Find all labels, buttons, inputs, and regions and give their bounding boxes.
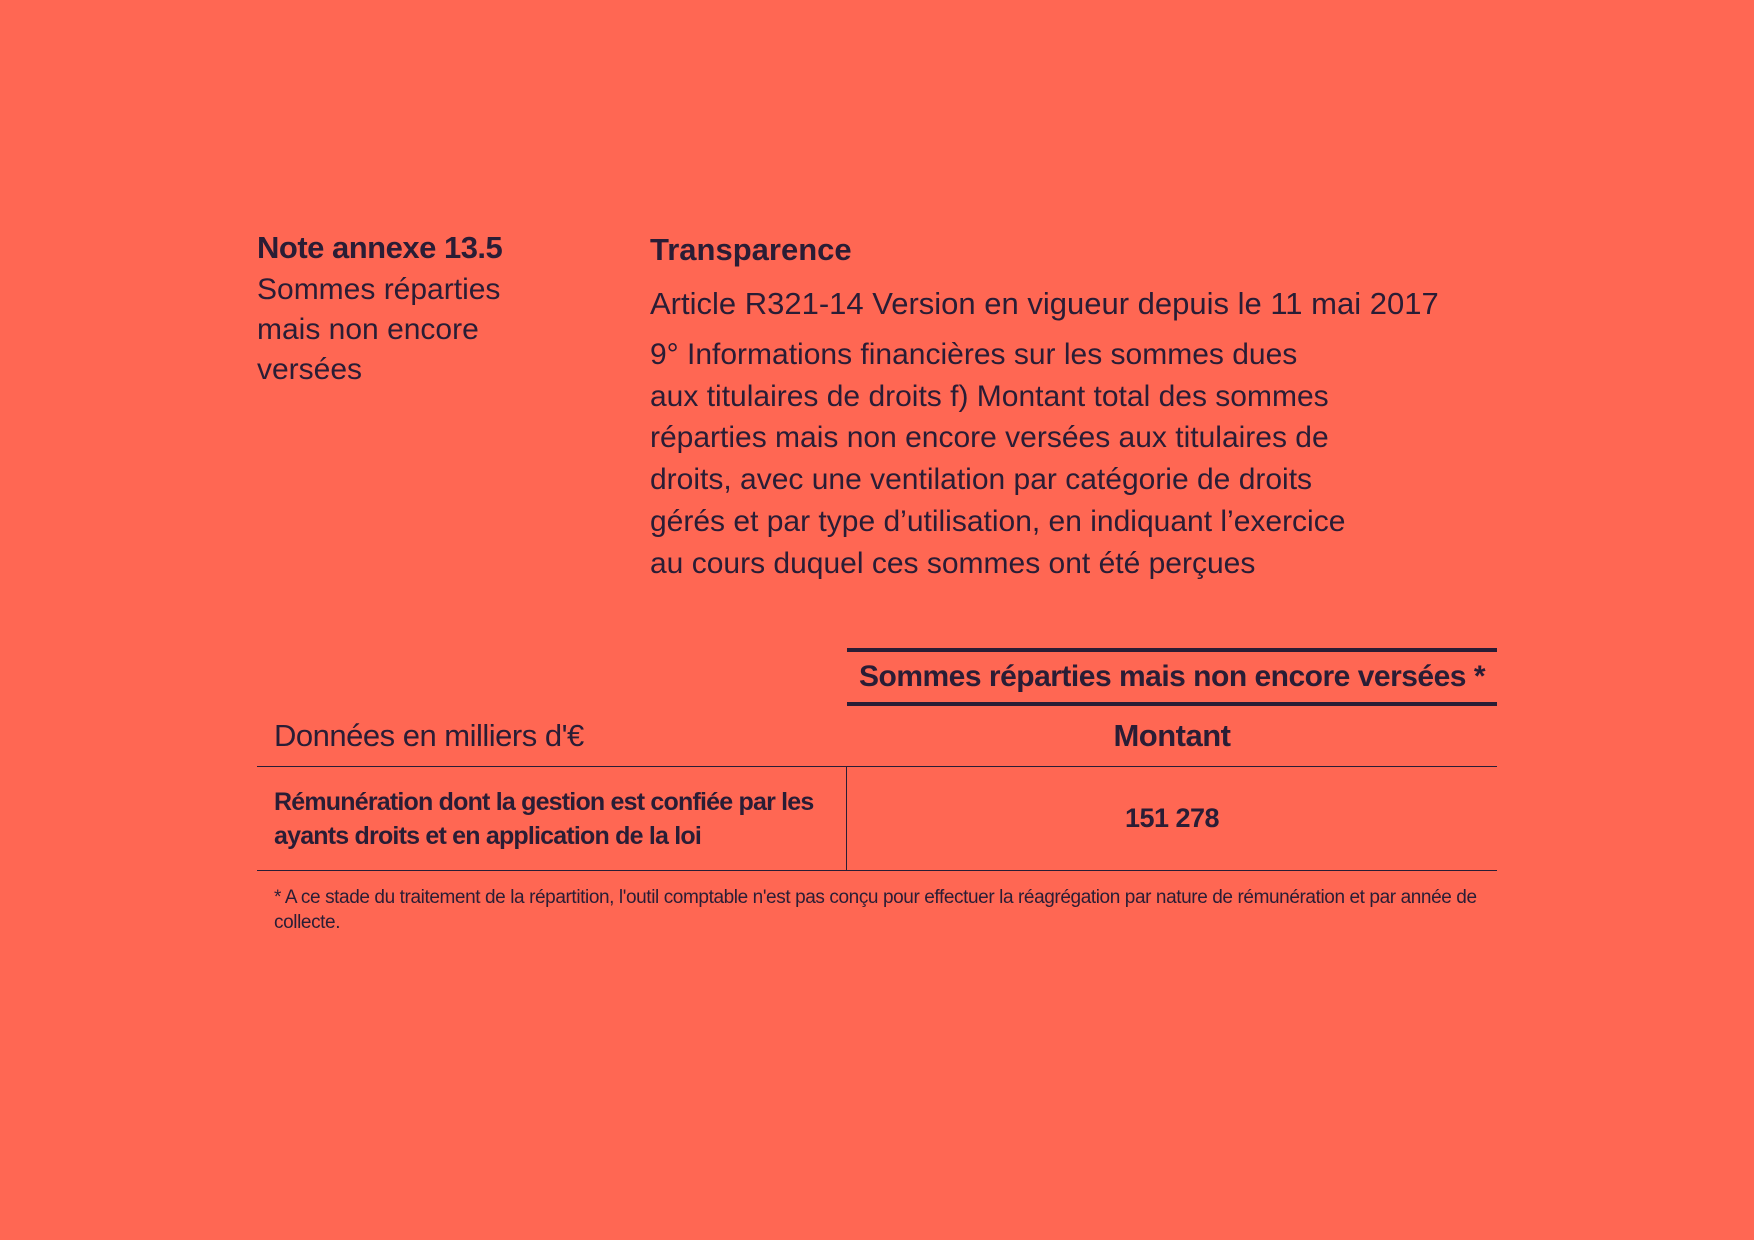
unit-label: Données en milliers d'€	[274, 718, 584, 753]
transparency-block	[650, 228, 1550, 584]
note-title: Note annexe 13.5	[257, 230, 503, 265]
row-value: 151 278	[1124, 803, 1220, 833]
note-block	[257, 226, 597, 390]
transparency-heading: Transparence	[650, 232, 852, 267]
article-body: 9° Informations financières sur les sommes dues aux titulaires de droits f) Montant total des sommes réparties mais non encore versées aux titulaires de droits, avec une ventilation par catégorie de droits gérés et par type d’utilisation, en indiquant l’exercice au cours duquel ces sommes ont été perçues	[650, 338, 1346, 580]
table-footnote: * A ce stade du traitement de la répartition, l'outil comptable n'est pas conçu pour effectuer la réagrégation par nature de rémunération et par année de collecte.	[274, 887, 1477, 933]
table-row	[257, 767, 1497, 871]
amount-column-header: Montant	[1113, 718, 1231, 753]
table-header-row	[257, 706, 1497, 767]
article-reference: Article R321-14 Version en vigueur depuis le 11 mai 2017	[650, 286, 1439, 321]
table-group-header: Sommes réparties mais non encore versées *	[847, 648, 1497, 706]
amounts-table	[257, 648, 1497, 935]
row-label: Rémunération dont la gestion est confiée par les ayants droits et en application de la loi	[257, 767, 847, 870]
note-subtitle: Sommes réparties mais non encore versées	[257, 273, 501, 386]
